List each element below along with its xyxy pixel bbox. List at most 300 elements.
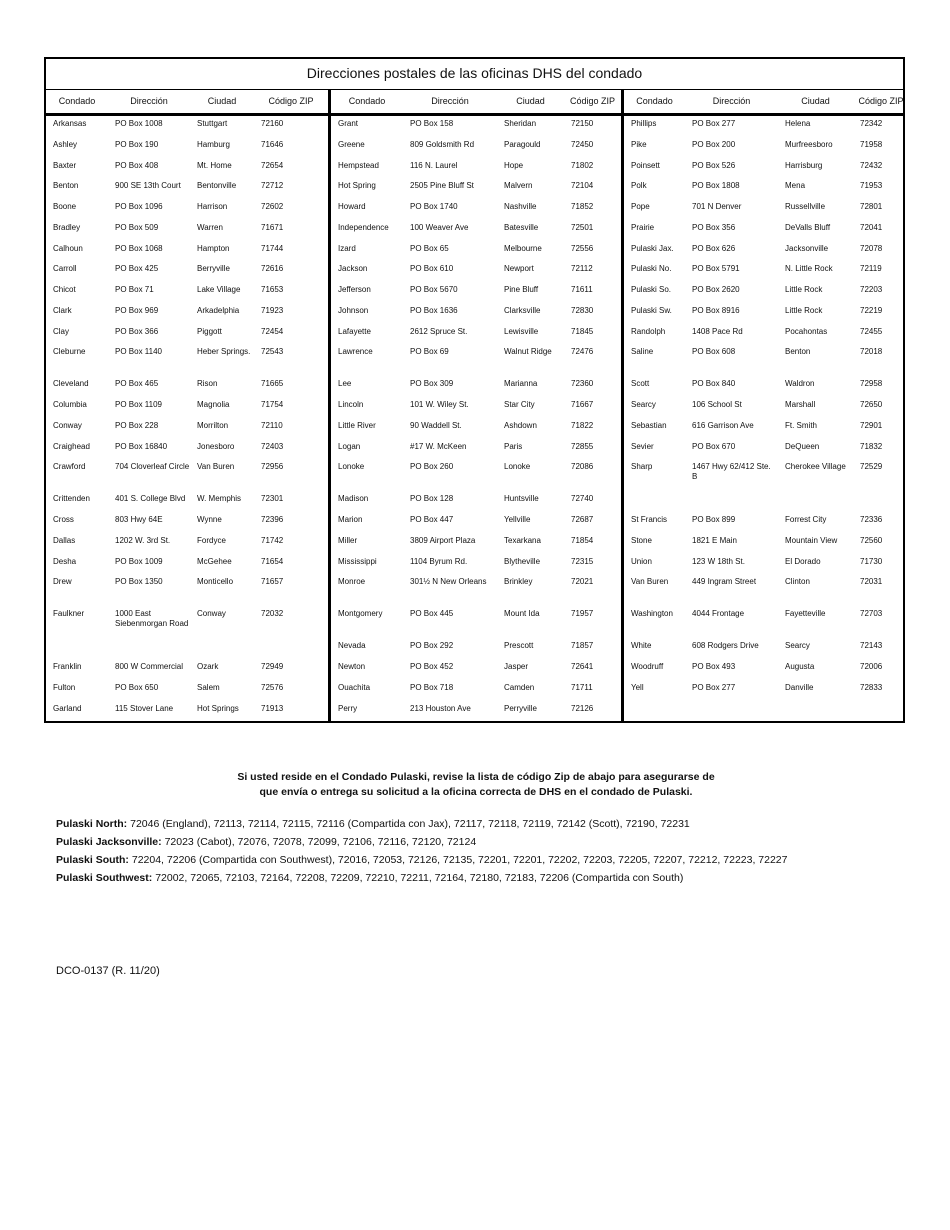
city-cell: Mount Ida xyxy=(504,609,540,619)
county-cell: Faulkner xyxy=(53,609,85,619)
city-cell: Clarksville xyxy=(504,305,541,315)
table-row xyxy=(624,220,909,241)
county-cell: Washington xyxy=(631,609,673,619)
zip-cell: 72602 xyxy=(261,202,284,211)
zip-cell: 71657 xyxy=(261,577,284,587)
pulaski-notice xyxy=(56,770,896,800)
address-cell: 1821 E Main xyxy=(692,535,737,545)
column-header: Código ZIP xyxy=(858,96,904,106)
address-cell: 301½ N New Orleans xyxy=(410,577,487,587)
table-row xyxy=(624,606,909,638)
city-cell: Stuttgart xyxy=(197,119,228,128)
table-row xyxy=(46,303,328,324)
zip-cell: 72956 xyxy=(261,462,284,472)
city-cell: McGehee xyxy=(197,556,232,566)
city-cell: Marianna xyxy=(504,379,538,389)
table-row xyxy=(624,282,909,303)
zip-cell: 71671 xyxy=(261,222,284,232)
county-cell: Crawford xyxy=(53,462,86,472)
table-row xyxy=(46,376,328,397)
table-row xyxy=(331,638,621,659)
address-column-group xyxy=(624,116,909,721)
address-cell: PO Box 452 xyxy=(410,662,454,671)
table-row xyxy=(331,459,621,491)
table-header-row xyxy=(46,90,903,116)
city-cell: Harrisburg xyxy=(785,160,823,170)
county-cell: Poinsett xyxy=(631,160,660,170)
address-cell: PO Box 158 xyxy=(410,119,454,128)
address-cell: PO Box 69 xyxy=(410,347,449,357)
zip-cell: 71957 xyxy=(571,609,594,619)
table-row xyxy=(46,491,328,512)
address-cell: PO Box 493 xyxy=(692,662,736,671)
county-cell: Franklin xyxy=(53,662,82,671)
zip-cell: 72336 xyxy=(860,515,883,524)
pulaski-zip-list xyxy=(56,815,916,887)
city-cell: Yellville xyxy=(504,515,531,524)
county-cell: Perry xyxy=(338,703,358,713)
city-cell: Mountain View xyxy=(785,535,838,545)
address-cell: PO Box 610 xyxy=(410,264,454,274)
county-cell: Pulaski No. xyxy=(631,264,672,274)
zip-cell: 72041 xyxy=(860,222,883,232)
city-cell: Star City xyxy=(504,400,535,409)
address-cell: 4044 Frontage xyxy=(692,609,745,619)
table-row xyxy=(331,261,621,282)
table-row xyxy=(624,344,909,376)
table-row xyxy=(46,220,328,241)
city-cell: Nashville xyxy=(504,202,537,211)
table-row xyxy=(331,606,621,638)
table-row xyxy=(46,116,328,137)
zip-cell: 72556 xyxy=(571,243,594,253)
address-cell: PO Box 1008 xyxy=(115,119,163,128)
county-cell: White xyxy=(631,641,652,651)
city-cell: Blytheville xyxy=(504,556,541,566)
zip-cell: 72110 xyxy=(261,420,283,430)
zip-cell: 71611 xyxy=(571,285,593,294)
table-row xyxy=(46,574,328,606)
city-cell: Little Rock xyxy=(785,285,823,294)
address-cell: 701 N Denver xyxy=(692,202,742,211)
zip-cell: 72360 xyxy=(571,379,594,389)
column-header: Dirección xyxy=(431,96,469,106)
address-cell: PO Box 200 xyxy=(692,139,736,149)
zip-cell: 72160 xyxy=(261,119,284,128)
table-row xyxy=(46,418,328,439)
table-row xyxy=(624,178,909,199)
zip-cell: 72830 xyxy=(571,305,594,315)
pulaski-zip-line xyxy=(56,833,916,851)
zip-cell: 72150 xyxy=(571,119,594,128)
county-cell: Fulton xyxy=(53,682,76,692)
county-cell: Nevada xyxy=(338,641,366,651)
zip-cell: 72454 xyxy=(261,326,284,336)
county-cell: Conway xyxy=(53,420,82,430)
county-cell: Jefferson xyxy=(338,285,371,294)
table-row xyxy=(331,303,621,324)
city-cell: Russellville xyxy=(785,202,826,211)
table-row xyxy=(331,376,621,397)
county-cell: Van Buren xyxy=(631,577,669,587)
address-cell: PO Box 1096 xyxy=(115,202,163,211)
county-cell: Jackson xyxy=(338,264,368,274)
city-cell: Van Buren xyxy=(197,462,235,472)
county-cell: Bradley xyxy=(53,222,81,232)
city-cell: Forrest City xyxy=(785,515,827,524)
address-cell: PO Box 277 xyxy=(692,119,736,128)
county-cell: Grant xyxy=(338,119,359,128)
table-row xyxy=(46,680,328,701)
address-cell: 101 W. Wiley St. xyxy=(410,400,469,409)
zip-cell: 72021 xyxy=(571,577,594,587)
county-cell: Madison xyxy=(338,494,369,504)
county-cell: Columbia xyxy=(53,400,87,409)
address-cell: PO Box 626 xyxy=(692,243,736,253)
zip-cell: 72455 xyxy=(860,326,883,336)
table-body xyxy=(46,116,903,721)
address-cell: 1104 Byrum Rd. xyxy=(410,556,468,566)
table-row xyxy=(46,282,328,303)
zip-cell: 71744 xyxy=(261,243,284,253)
table-row xyxy=(46,158,328,179)
table-row xyxy=(624,701,909,722)
county-cell: St Francis xyxy=(631,515,668,524)
pulaski-zip-codes: 72204, 72206 (Compartida con Southwest), 72016, 72053, 72126, 72135, 72201, 72201, 72202, 72203, 72205, 72207, 72212, 72223, 72227 xyxy=(131,854,788,866)
zip-cell: 72650 xyxy=(860,400,883,409)
address-cell: PO Box 356 xyxy=(692,222,736,232)
city-cell: DeValls Bluff xyxy=(785,222,831,232)
header-group xyxy=(46,90,331,113)
city-cell: Harrison xyxy=(197,202,228,211)
zip-cell: 72949 xyxy=(261,662,284,671)
county-cell: Ouachita xyxy=(338,682,371,692)
table-row xyxy=(331,220,621,241)
county-cell: Woodruff xyxy=(631,662,664,671)
pulaski-region-label: Pulaski South: xyxy=(56,854,129,866)
county-cell: Chicot xyxy=(53,285,76,294)
address-cell: 1467 Hwy 62/412 Ste. B xyxy=(692,462,771,482)
zip-cell: 72703 xyxy=(860,609,883,619)
zip-cell: 72119 xyxy=(860,264,882,274)
address-cell: 401 S. College Blvd xyxy=(115,494,186,504)
city-cell: Bentonville xyxy=(197,181,237,191)
table-row xyxy=(46,397,328,418)
column-header: Código ZIP xyxy=(268,96,314,106)
zip-cell: 71913 xyxy=(261,703,284,713)
pulaski-zip-line xyxy=(56,851,916,869)
address-cell: PO Box 445 xyxy=(410,609,454,619)
zip-cell: 72006 xyxy=(860,662,883,671)
table-row xyxy=(331,659,621,680)
county-cell: Monroe xyxy=(338,577,366,587)
address-cell: 100 Weaver Ave xyxy=(410,222,469,232)
county-cell: Ashley xyxy=(53,139,78,149)
city-cell: Hot Springs xyxy=(197,703,239,713)
county-cell: Newton xyxy=(338,662,366,671)
table-row xyxy=(46,137,328,158)
county-cell: Marion xyxy=(338,515,363,524)
city-cell: Ft. Smith xyxy=(785,420,818,430)
zip-cell: 71802 xyxy=(571,160,594,170)
address-cell: PO Box 1636 xyxy=(410,305,458,315)
table-row xyxy=(624,554,909,575)
county-cell: Randolph xyxy=(631,326,666,336)
address-cell: PO Box 292 xyxy=(410,641,454,651)
city-cell: Wynne xyxy=(197,515,222,524)
table-row xyxy=(624,116,909,137)
table-row xyxy=(624,324,909,345)
table-row xyxy=(331,397,621,418)
pulaski-zip-codes: 72023 (Cabot), 72076, 72078, 72099, 72106, 72116, 72120, 72124 xyxy=(164,836,477,848)
zip-cell: 71857 xyxy=(571,641,594,651)
zip-cell: 71754 xyxy=(261,400,284,409)
address-cell: #17 W. McKeen xyxy=(410,441,467,451)
county-cell: Saline xyxy=(631,347,654,357)
column-header: Ciudad xyxy=(207,96,237,106)
county-cell: Izard xyxy=(338,243,356,253)
city-cell: Clinton xyxy=(785,577,810,587)
address-cell: PO Box 277 xyxy=(692,682,736,692)
address-cell: PO Box 1068 xyxy=(115,243,163,253)
table-row xyxy=(331,116,621,137)
table-row xyxy=(624,158,909,179)
county-cell: Desha xyxy=(53,556,77,566)
county-cell: Mississippi xyxy=(338,556,377,566)
address-cell: 2505 Pine Bluff St xyxy=(410,181,474,191)
pulaski-notice-line: Si usted reside en el Condado Pulaski, revise la lista de código Zip de abajo para asegurarse de xyxy=(237,771,715,783)
table-row xyxy=(331,512,621,533)
address-cell: PO Box 969 xyxy=(115,305,159,315)
city-cell: Marshall xyxy=(785,400,816,409)
address-cell: 704 Cloverleaf Circle xyxy=(115,462,190,472)
city-cell: Texarkana xyxy=(504,535,541,545)
address-cell: PO Box 1808 xyxy=(692,181,740,191)
city-cell: Mt. Home xyxy=(197,160,232,170)
table-row xyxy=(624,659,909,680)
table-row xyxy=(331,158,621,179)
table-row xyxy=(624,491,909,512)
table-row xyxy=(46,261,328,282)
table-row xyxy=(46,439,328,460)
county-cell: Logan xyxy=(338,441,361,451)
address-cell: PO Box 71 xyxy=(115,285,154,294)
address-cell: PO Box 1740 xyxy=(410,202,458,211)
county-cell: Sharp xyxy=(631,462,653,472)
city-cell: Berryville xyxy=(197,264,230,274)
address-cell: PO Box 608 xyxy=(692,347,736,357)
zip-cell: 72654 xyxy=(261,160,284,170)
city-cell: Newport xyxy=(504,264,534,274)
zip-cell: 72450 xyxy=(571,139,594,149)
address-column-group xyxy=(331,116,624,721)
zip-cell: 72740 xyxy=(571,494,594,504)
city-cell: N. Little Rock xyxy=(785,264,833,274)
county-cell: Crittenden xyxy=(53,494,90,504)
address-cell: 1000 East Siebenmorgan Road xyxy=(115,609,189,629)
zip-cell: 72018 xyxy=(860,347,883,357)
address-cell: PO Box 190 xyxy=(115,139,159,149)
city-cell: Piggott xyxy=(197,326,222,336)
address-cell: PO Box 260 xyxy=(410,462,454,472)
county-cell: Arkansas xyxy=(53,119,87,128)
address-cell: 106 School St xyxy=(692,400,742,409)
zip-cell: 72432 xyxy=(860,160,883,170)
city-cell: Malvern xyxy=(504,181,533,191)
table-row xyxy=(624,303,909,324)
column-header: Condado xyxy=(636,96,673,106)
county-cell: Howard xyxy=(338,202,366,211)
column-header: Ciudad xyxy=(516,96,545,106)
county-cell: Lawrence xyxy=(338,347,373,357)
table-row xyxy=(46,533,328,554)
table-row xyxy=(331,574,621,606)
county-cell: Cleveland xyxy=(53,379,89,389)
address-cell: PO Box 1140 xyxy=(115,347,162,357)
zip-cell: 71654 xyxy=(261,556,284,566)
county-cell: Benton xyxy=(53,181,79,191)
city-cell: Helena xyxy=(785,119,811,128)
address-cell: 449 Ingram Street xyxy=(692,577,757,587)
city-cell: Lonoke xyxy=(504,462,531,472)
city-cell: Little Rock xyxy=(785,305,823,315)
address-cell: PO Box 1350 xyxy=(115,577,163,587)
zip-cell: 71832 xyxy=(860,441,883,451)
county-cell: Lafayette xyxy=(338,326,371,336)
city-cell: Lake Village xyxy=(197,285,241,294)
county-cell: Carroll xyxy=(53,264,77,274)
county-cell: Yell xyxy=(631,682,644,692)
table-row xyxy=(331,324,621,345)
county-cell: Sebastian xyxy=(631,420,667,430)
city-cell: Sheridan xyxy=(504,119,537,128)
column-header: Código ZIP xyxy=(569,96,616,106)
address-cell: PO Box 526 xyxy=(692,160,736,170)
table-row xyxy=(331,199,621,220)
county-cell: Lincoln xyxy=(338,400,364,409)
city-cell: Hamburg xyxy=(197,139,230,149)
column-header: Condado xyxy=(348,96,386,106)
city-cell: Cherokee Village xyxy=(785,462,846,472)
column-header: Ciudad xyxy=(801,96,830,106)
zip-cell: 72032 xyxy=(261,609,284,619)
address-cell: 90 Waddell St. xyxy=(410,420,462,430)
city-cell: Hope xyxy=(504,160,524,170)
zip-cell: 72078 xyxy=(860,243,883,253)
zip-cell: 72315 xyxy=(571,556,594,566)
table-row xyxy=(46,324,328,345)
table-row xyxy=(624,574,909,606)
header-group xyxy=(331,90,624,113)
table-row xyxy=(331,178,621,199)
table-row xyxy=(624,397,909,418)
table-row xyxy=(624,680,909,701)
county-cell: Hempstead xyxy=(338,160,379,170)
county-cell: Greene xyxy=(338,139,365,149)
county-address-table xyxy=(44,57,905,723)
address-cell: 900 SE 13th Court xyxy=(115,181,181,191)
address-cell: 1202 W. 3rd St. xyxy=(115,535,171,545)
county-cell: Miller xyxy=(338,535,358,545)
table-row xyxy=(624,376,909,397)
city-cell: Murfreesboro xyxy=(785,139,833,149)
address-cell: PO Box 128 xyxy=(410,494,454,504)
zip-cell: 72126 xyxy=(571,703,594,713)
zip-cell: 72687 xyxy=(571,515,594,524)
zip-cell: 72476 xyxy=(571,347,594,357)
county-cell: Clay xyxy=(53,326,70,336)
county-cell: Clark xyxy=(53,305,72,315)
county-cell: Polk xyxy=(631,181,647,191)
pulaski-zip-codes: 72002, 72065, 72103, 72164, 72208, 72209, 72210, 72211, 72164, 72180, 72183, 72206 (Compartida con South) xyxy=(155,872,684,884)
table-row xyxy=(331,439,621,460)
city-cell: Magnolia xyxy=(197,400,230,409)
county-cell: Pulaski So. xyxy=(631,285,672,294)
zip-cell: 71923 xyxy=(261,305,284,315)
city-cell: Hampton xyxy=(197,243,230,253)
form-code: DCO-0137 (R. 11/20) xyxy=(56,965,160,977)
city-cell: Mena xyxy=(785,181,806,191)
zip-cell: 72143 xyxy=(860,641,883,651)
zip-cell: 71667 xyxy=(571,400,594,409)
zip-cell: 71646 xyxy=(261,139,284,149)
zip-cell: 71822 xyxy=(571,420,594,430)
address-cell: PO Box 228 xyxy=(115,420,159,430)
address-cell: PO Box 840 xyxy=(692,379,736,389)
city-cell: Paragould xyxy=(504,139,541,149)
city-cell: Fayetteville xyxy=(785,609,826,619)
county-cell: Hot Spring xyxy=(338,181,376,191)
zip-cell: 72403 xyxy=(261,441,284,451)
county-cell: Montgomery xyxy=(338,609,383,619)
table-row xyxy=(624,439,909,460)
pulaski-region-label: Pulaski Southwest: xyxy=(56,872,153,884)
pulaski-zip-line xyxy=(56,815,916,833)
city-cell: Batesville xyxy=(504,222,539,232)
table-row xyxy=(46,512,328,533)
table-row xyxy=(46,178,328,199)
city-cell: Ashdown xyxy=(504,420,537,430)
address-cell: 803 Hwy 64E xyxy=(115,515,163,524)
zip-cell: 72712 xyxy=(261,181,284,191)
zip-cell: 72342 xyxy=(860,119,883,128)
table-row xyxy=(46,606,328,638)
zip-cell: 71854 xyxy=(571,535,594,545)
address-cell: PO Box 650 xyxy=(115,682,159,692)
county-cell: Cross xyxy=(53,515,74,524)
address-cell: PO Box 1009 xyxy=(115,556,163,566)
county-cell: Union xyxy=(631,556,652,566)
column-header: Dirección xyxy=(130,96,168,106)
table-row xyxy=(624,199,909,220)
address-cell: PO Box 899 xyxy=(692,515,736,524)
address-cell: 809 Goldsmith Rd xyxy=(410,139,475,149)
address-cell: 213 Houston Ave xyxy=(410,703,471,713)
city-cell: Lewisville xyxy=(504,326,539,336)
city-cell: Conway xyxy=(197,609,226,619)
zip-cell: 72801 xyxy=(860,202,883,211)
county-cell: Searcy xyxy=(631,400,656,409)
address-cell: PO Box 718 xyxy=(410,682,454,692)
county-cell: Drew xyxy=(53,577,72,587)
county-cell: Calhoun xyxy=(53,243,83,253)
address-cell: PO Box 1109 xyxy=(115,400,162,409)
address-cell: PO Box 65 xyxy=(410,243,449,253)
table-row xyxy=(624,241,909,262)
zip-cell: 72560 xyxy=(860,535,883,545)
table-row xyxy=(46,638,328,659)
county-cell: Baxter xyxy=(53,160,77,170)
